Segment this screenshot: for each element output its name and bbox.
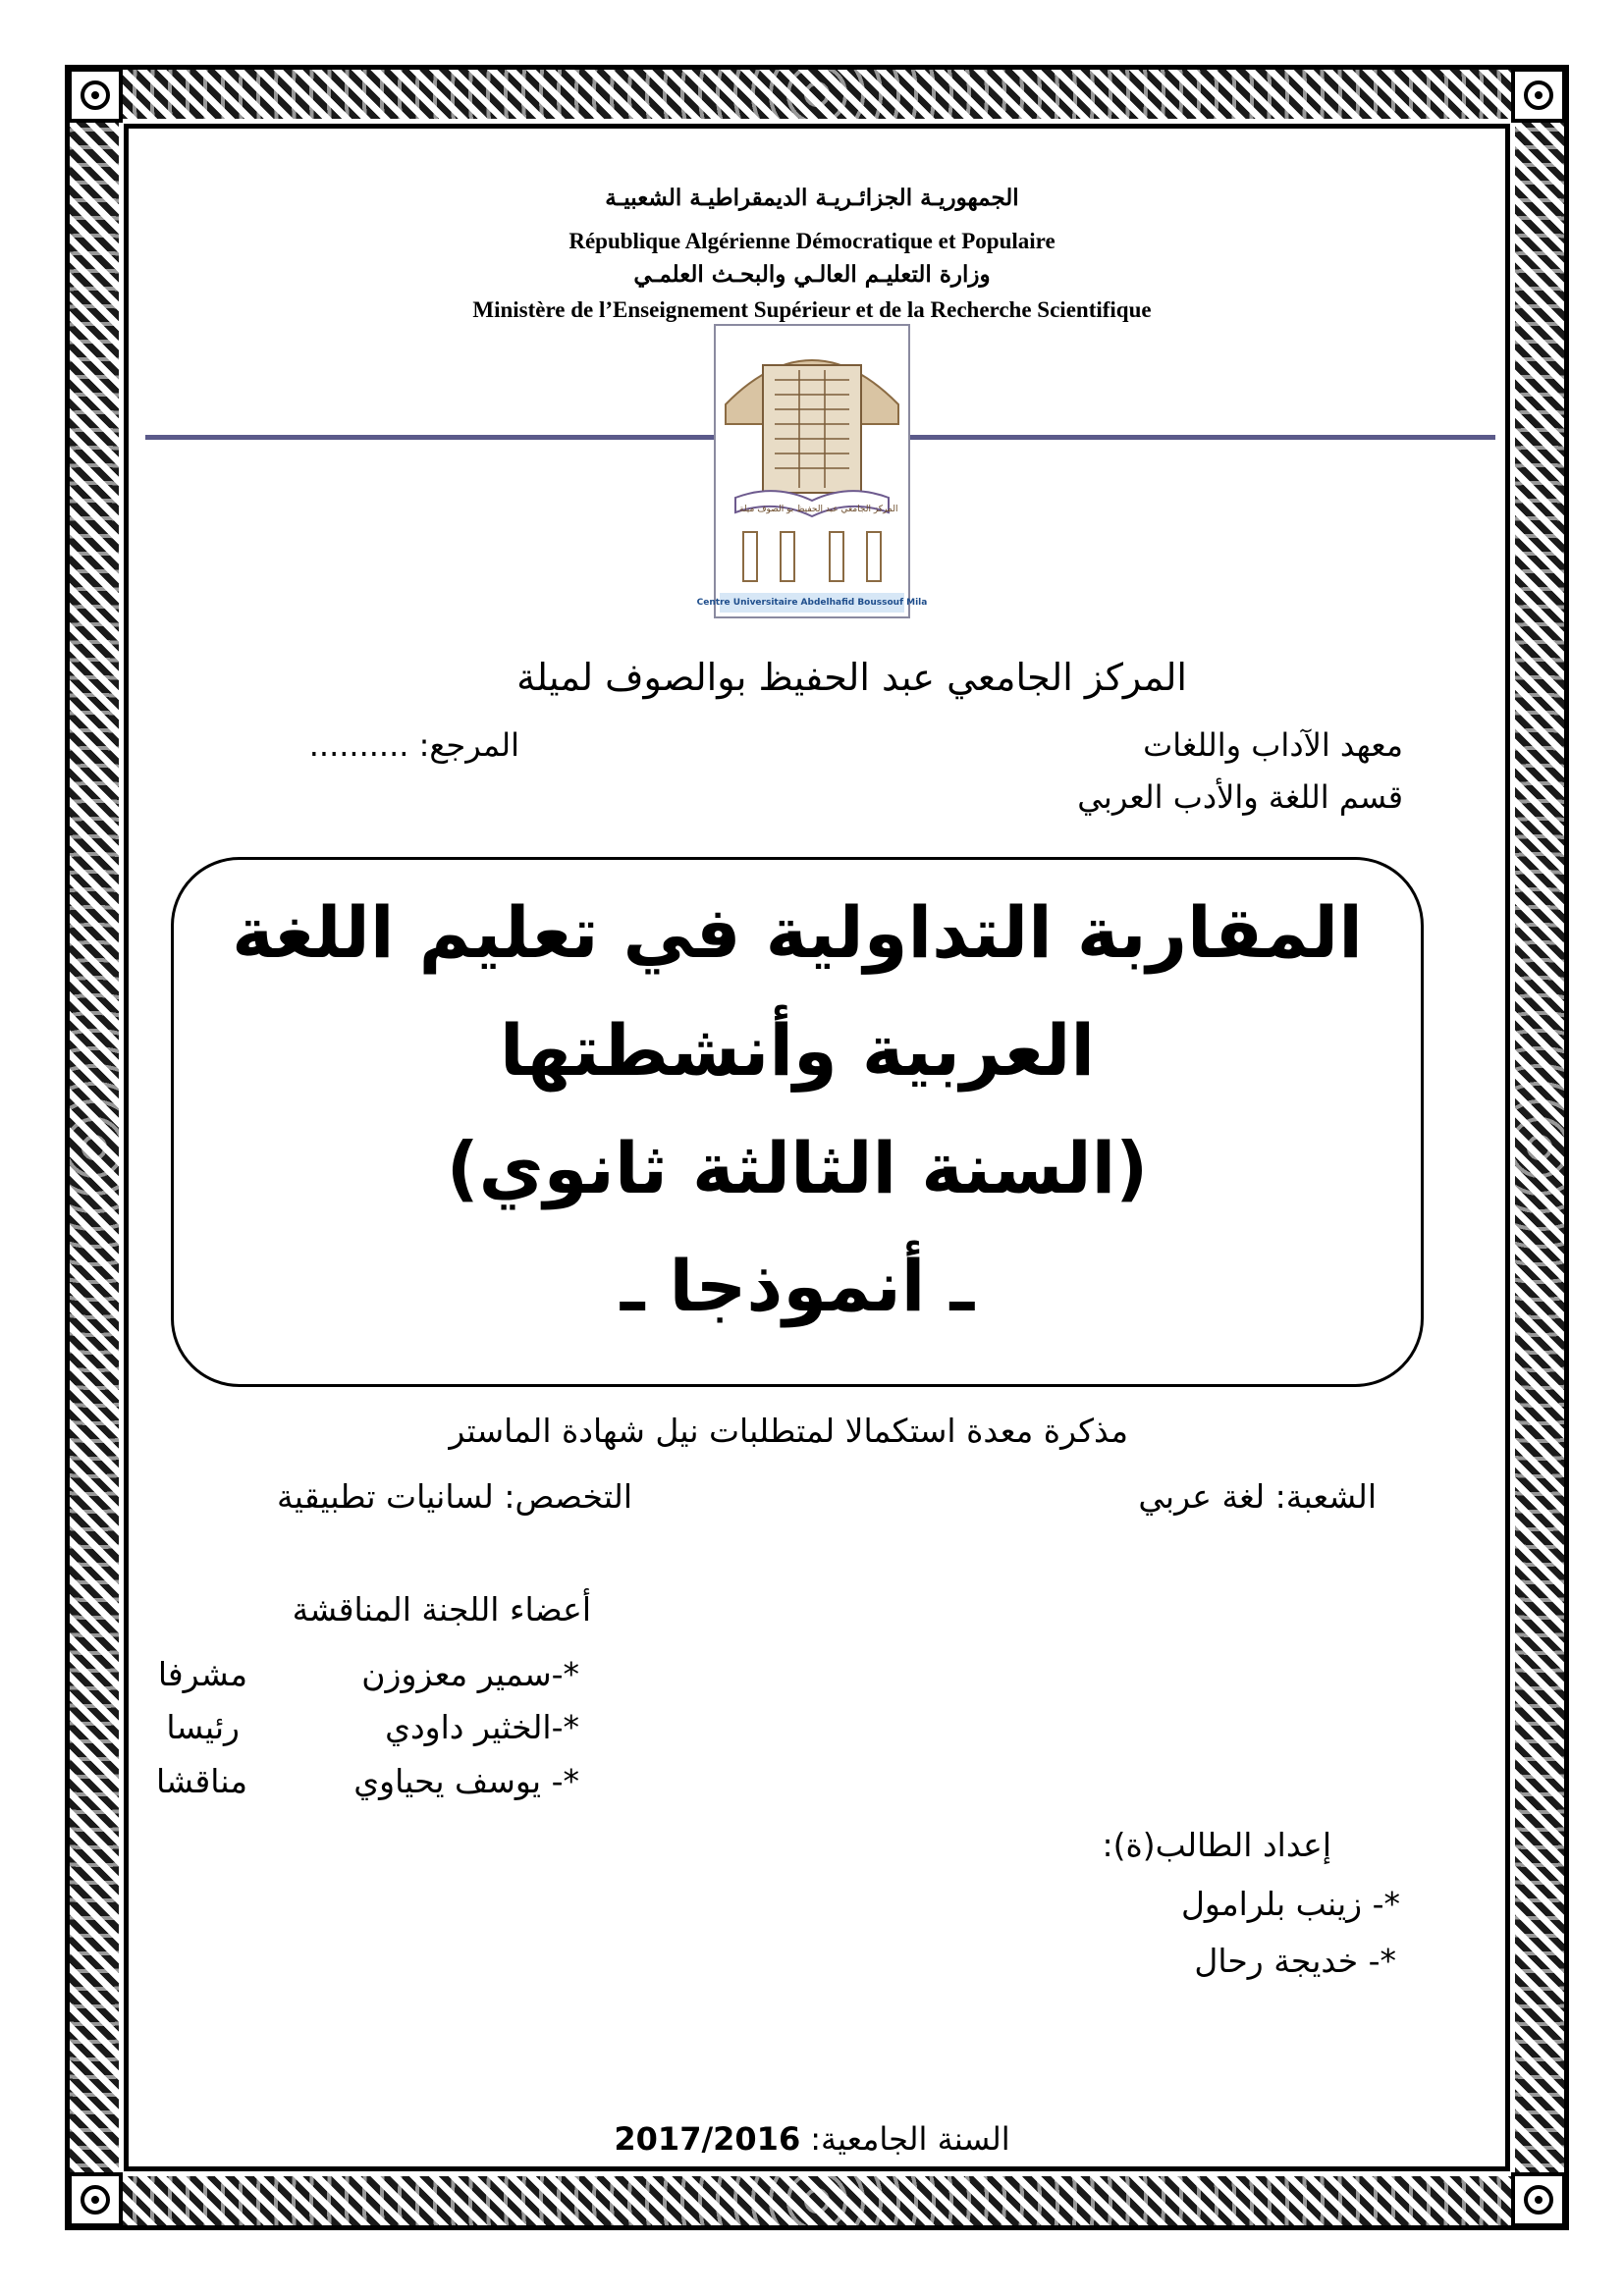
- republic-arabic: الجمهوريـة الجزائـريـة الديمقراطيـة الشعبيـة: [605, 185, 1019, 211]
- ministry-arabic: وزارة التعليـم العالـي والبحـث العلمـي: [633, 261, 991, 288]
- republic-french: République Algérienne Démocratique et Populaire: [568, 229, 1056, 253]
- thesis-title-line-2: العربية وأنشطتها: [499, 1009, 1096, 1092]
- students-heading: إعداد الطالب(ة):: [1102, 1826, 1331, 1864]
- committee-member-name: *-الخثير داودي: [385, 1708, 579, 1746]
- academic-year-value: 2017/2016: [614, 2120, 801, 2158]
- header-rule-right: [910, 435, 1495, 440]
- memo-description: مذكرة معدة استكمالا لمتطلبات نيل شهادة الماستر: [449, 1412, 1128, 1450]
- committee-member-role: مشرفا: [157, 1655, 247, 1693]
- academic-year-label: السنة الجامعية:: [810, 2120, 1010, 2158]
- border-strip-top: [70, 70, 1564, 119]
- corner-ornament-icon: [1511, 68, 1566, 123]
- university-logo: [696, 324, 928, 618]
- institution-name: المركز الجامعي عبد الحفيظ بوالصوف لميلة: [516, 656, 1187, 699]
- ministry-french: Ministère de l’Enseignement Supérieur et de la Recherche Scientifique: [472, 297, 1152, 322]
- border-strip-right: [1515, 70, 1564, 2225]
- logo-arabic-caption: المركز الجامعي عبد الحفيظ بو الصوف ميلة: [739, 505, 898, 514]
- academic-year: [0, 2120, 1624, 2158]
- thesis-title-line-1: المقاربة التداولية في تعليم اللغة: [232, 891, 1363, 974]
- corner-ornament-icon: [68, 2172, 123, 2227]
- corner-ornament-icon: [1511, 2172, 1566, 2227]
- committee-member-name: *- يوسف يحياوي: [353, 1762, 579, 1800]
- header-rule-left: [145, 435, 715, 440]
- student-name: *- خديجة رحال: [1194, 1942, 1396, 1980]
- department-name: قسم اللغة والأدب العربي: [1077, 778, 1403, 816]
- committee-member-role: مناقشا: [156, 1762, 247, 1800]
- corner-ornament-icon: [68, 68, 123, 123]
- branch-field: الشعبة: لغة عربي: [1138, 1477, 1377, 1516]
- border-strip-left: [70, 70, 119, 2225]
- thesis-title-line-4: ـ أنموذجا ـ: [620, 1245, 975, 1327]
- specialty-field: التخصص: لسانيات تطبيقية: [277, 1477, 632, 1516]
- logo-caption: Centre Universitaire Abdelhafid Boussouf Mila: [720, 593, 904, 613]
- institute-name: معهد الآداب واللغات: [1143, 726, 1403, 764]
- committee-heading: أعضاء اللجنة المناقشة: [292, 1590, 591, 1629]
- student-name: *- زينب بلرامول: [1180, 1885, 1400, 1923]
- border-strip-bottom: [70, 2176, 1564, 2225]
- committee-member-role: رئيسا: [166, 1708, 240, 1746]
- reference-field: المرجع: ..........: [308, 726, 519, 764]
- thesis-title-line-3: (السنة الثالثة ثانوي): [446, 1127, 1149, 1209]
- committee-member-name: *-سمير معزوزن: [361, 1655, 579, 1693]
